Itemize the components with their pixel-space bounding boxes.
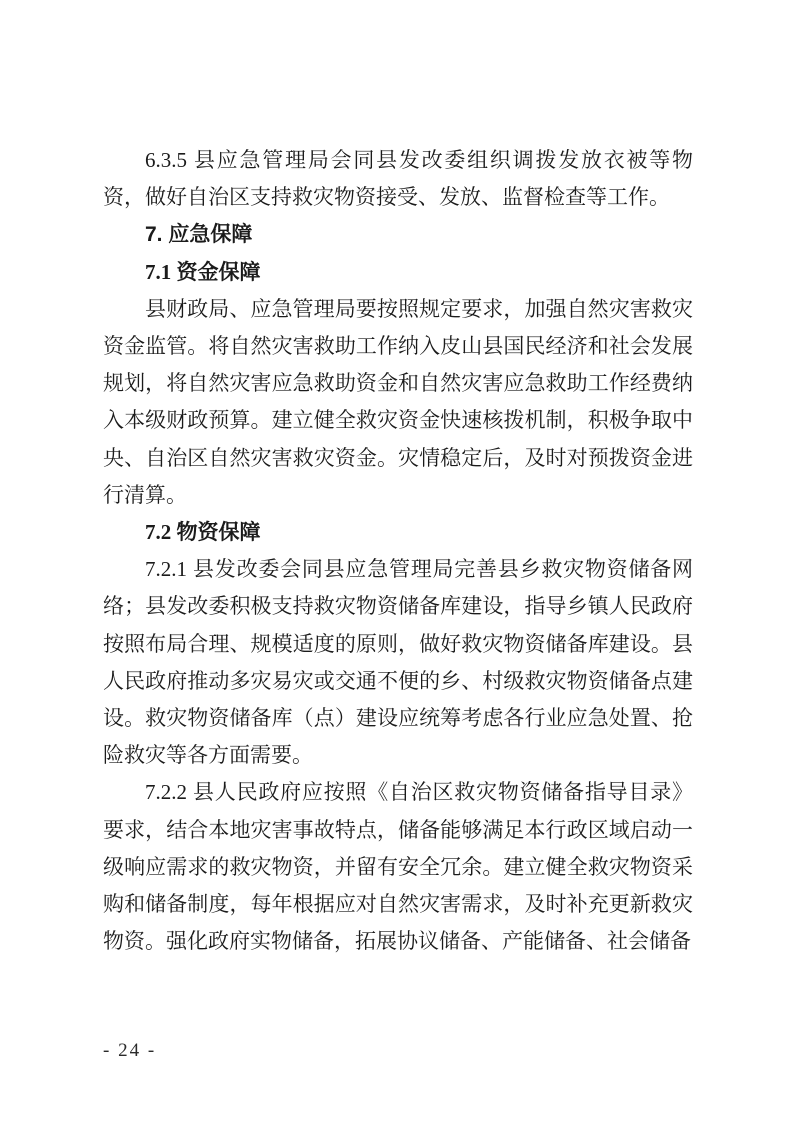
section-heading: 7. 应急保障 (145, 223, 253, 247)
subsection-heading: 7.2 物资保障 (145, 520, 261, 545)
document-body (103, 142, 693, 960)
page-number: - 24 - (103, 1040, 157, 1061)
body-paragraph: 7.2.1 县发改委会同县应急管理局完善县乡救灾物资储备网络；县发改委积极支持救灾物资储备库建设，指导乡镇人民政府按照布局合理、规模适度的原则，做好救灾物资储备库建设。县人民政府推动多灾易灾或交通不便的乡、村级救灾物资储备点建设。救灾物资储备库（点）建设应统筹考虑各行业应急处置、抢险救灾等各方面需要。 (103, 557, 693, 768)
subsection-heading: 7.1 资金保障 (145, 259, 261, 284)
body-paragraph: 县财政局、应急管理局要按照规定要求，加强自然灾害救灾资金监管。将自然灾害救助工作纳入皮山县国民经济和社会发展规划，将自然灾害应急救助资金和自然灾害应急救助工作经费纳入本级财政预算。建立健全救灾资金快速核拨机制，积极争取中央、自治区自然灾害救灾资金。灾情稳定后，及时对预拨资金进行清算。 (103, 296, 693, 507)
body-paragraph: 6.3.5 县应急管理局会同县发改委组织调拨发放衣被等物资，做好自治区支持救灾物资接受、发放、监督检查等工作。 (103, 148, 693, 210)
body-paragraph: 7.2.2 县人民政府应按照《自治区救灾物资储备指导目录》要求，结合本地灾害事故特点，储备能够满足本行政区域启动一级响应需求的救灾物资，并留有安全冗余。建立健全救灾物资采购和储备制度，每年根据应对自然灾害需求，及时补充更新救灾物资。强化政府实物储备，拓展协议储备、产能储备、社会储备 (103, 780, 693, 954)
